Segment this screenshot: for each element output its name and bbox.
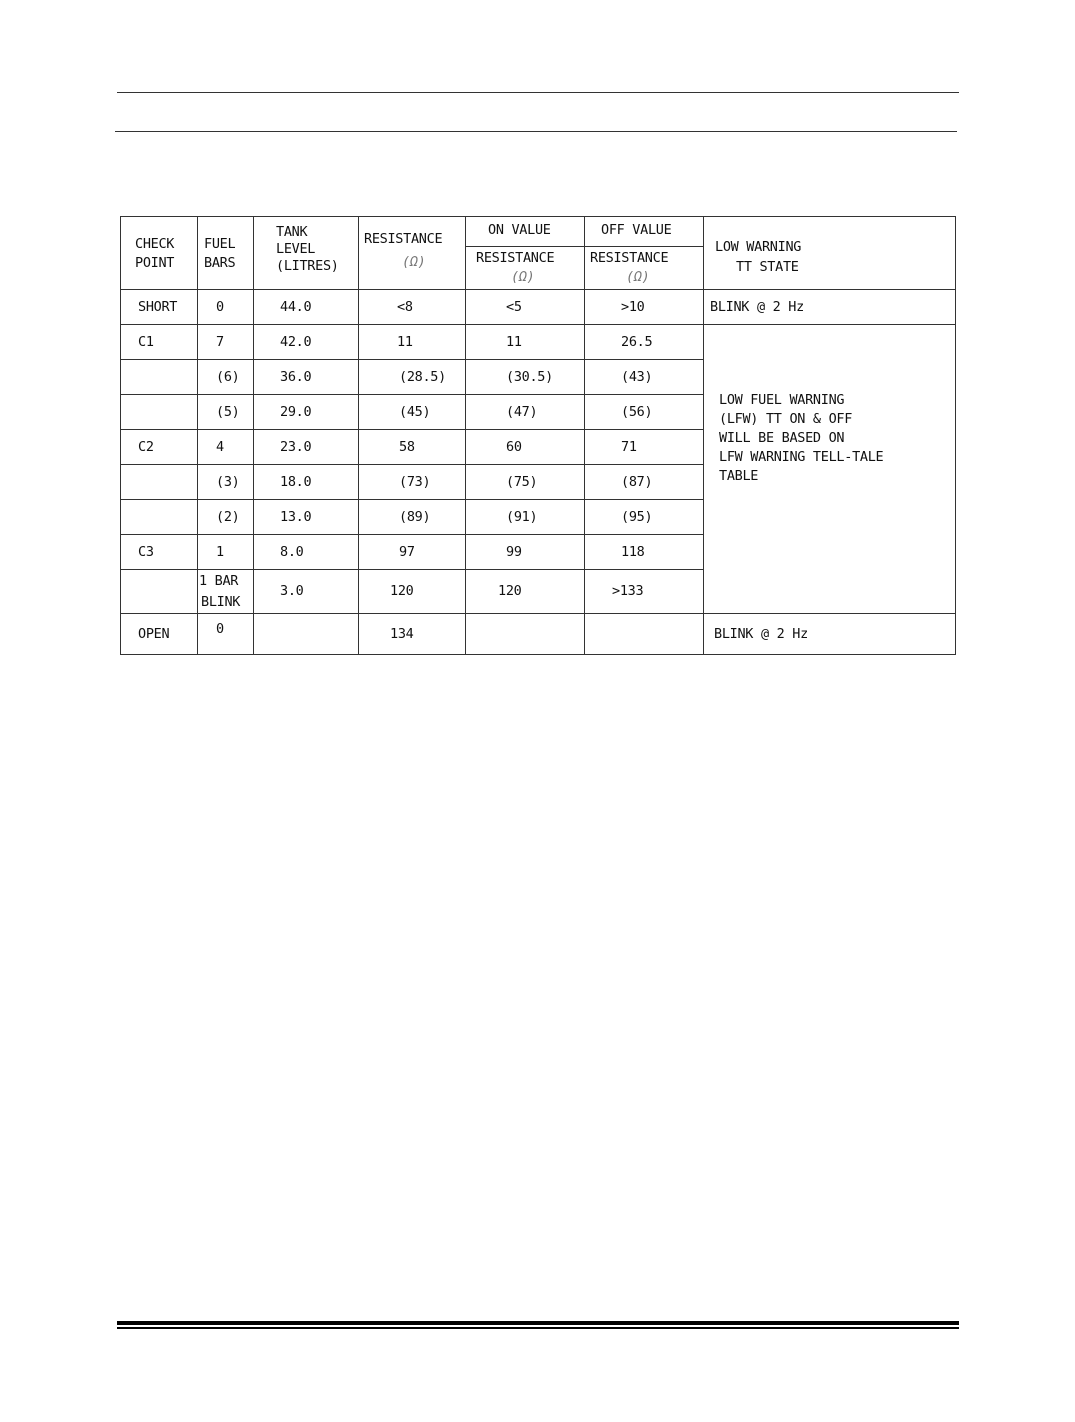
fuel-bars-cell: 4 [198,430,254,465]
check-point-cell: C2 [121,430,198,465]
low-warning-cell: BLINK @ 2 Hz [704,290,956,325]
resistance-cell: (73) [359,465,466,500]
tank-level-cell [254,614,359,655]
check-point-cell: C1 [121,325,198,360]
resistance-cell: 97 [359,535,466,570]
tank-level-cell: 44.0 [254,290,359,325]
on-value-cell: (47) [466,395,585,430]
check-point-cell: OPEN [121,614,198,655]
header-tank-level: TANK LEVEL (LITRES) [254,217,359,290]
off-value-cell: (95) [585,500,704,535]
header-low-warning: LOW WARNING TT STATE [704,217,956,290]
header-on-resistance: RESISTANCE (Ω) [466,247,585,290]
tank-level-cell: 18.0 [254,465,359,500]
low-warning-cell: BLINK @ 2 Hz [704,614,956,655]
on-value-cell: <5 [466,290,585,325]
resistance-cell: <8 [359,290,466,325]
fuel-bars-cell: (3) [198,465,254,500]
off-value-cell: 71 [585,430,704,465]
on-value-cell: 60 [466,430,585,465]
ohm-unit: (Ω) [402,254,426,270]
fuel-gauge-table [120,216,956,655]
off-value-cell: >10 [585,290,704,325]
off-value-cell: (56) [585,395,704,430]
on-value-cell: (30.5) [466,360,585,395]
top-rule [117,92,959,93]
footer-rule [117,1321,959,1325]
check-point-cell: C3 [121,535,198,570]
table-row [121,614,956,655]
off-value-cell: (43) [585,360,704,395]
table-row [121,325,956,360]
header-resistance: RESISTANCE (Ω) [359,217,466,290]
check-point-cell [121,465,198,500]
low-fuel-warning-note: LOW FUEL WARNING (LFW) TT ON & OFF WILL BE BASED ON LFW WARNING TELL-TALE TABLE [704,325,956,614]
resistance-cell: (45) [359,395,466,430]
header-check-point: CHECK POINT [121,217,198,290]
resistance-cell: 11 [359,325,466,360]
tank-level-cell: 42.0 [254,325,359,360]
fuel-bars-cell: 0 [198,290,254,325]
on-value-cell: 99 [466,535,585,570]
check-point-cell [121,360,198,395]
off-value-cell: >133 [585,570,704,614]
tank-level-cell: 8.0 [254,535,359,570]
off-value-cell: 26.5 [585,325,704,360]
table-row [121,290,956,325]
tank-level-cell: 3.0 [254,570,359,614]
fuel-bars-cell: 1 [198,535,254,570]
header-on-value: ON VALUE [466,217,585,247]
tank-level-cell: 23.0 [254,430,359,465]
check-point-cell [121,395,198,430]
check-point-cell [121,570,198,614]
ohm-unit: (Ω) [626,269,650,285]
header-row [121,217,956,247]
off-value-cell: (87) [585,465,704,500]
tank-level-cell: 13.0 [254,500,359,535]
tank-level-cell: 36.0 [254,360,359,395]
fuel-bars-cell: 1 BAR BLINK [198,570,254,614]
fuel-bars-cell: (6) [198,360,254,395]
check-point-cell: SHORT [121,290,198,325]
tank-level-cell: 29.0 [254,395,359,430]
header-off-value: OFF VALUE [585,217,704,247]
footer-rule-thin [117,1327,959,1329]
fuel-bars-cell: 7 [198,325,254,360]
fuel-bars-cell: (5) [198,395,254,430]
on-value-cell: 11 [466,325,585,360]
resistance-cell: (28.5) [359,360,466,395]
check-point-cell [121,500,198,535]
off-value-cell: 118 [585,535,704,570]
resistance-cell: 58 [359,430,466,465]
on-value-cell: (91) [466,500,585,535]
resistance-cell: 120 [359,570,466,614]
on-value-cell: 120 [466,570,585,614]
fuel-bars-cell: (2) [198,500,254,535]
on-value-cell [466,614,585,655]
fuel-bars-cell: 0 [198,614,254,655]
off-value-cell [585,614,704,655]
on-value-cell: (75) [466,465,585,500]
resistance-cell: (89) [359,500,466,535]
ohm-unit: (Ω) [511,269,535,285]
header-fuel-bars: FUEL BARS [198,217,254,290]
header-rule [115,131,957,132]
resistance-cell: 134 [359,614,466,655]
header-off-resistance: RESISTANCE (Ω) [585,247,704,290]
